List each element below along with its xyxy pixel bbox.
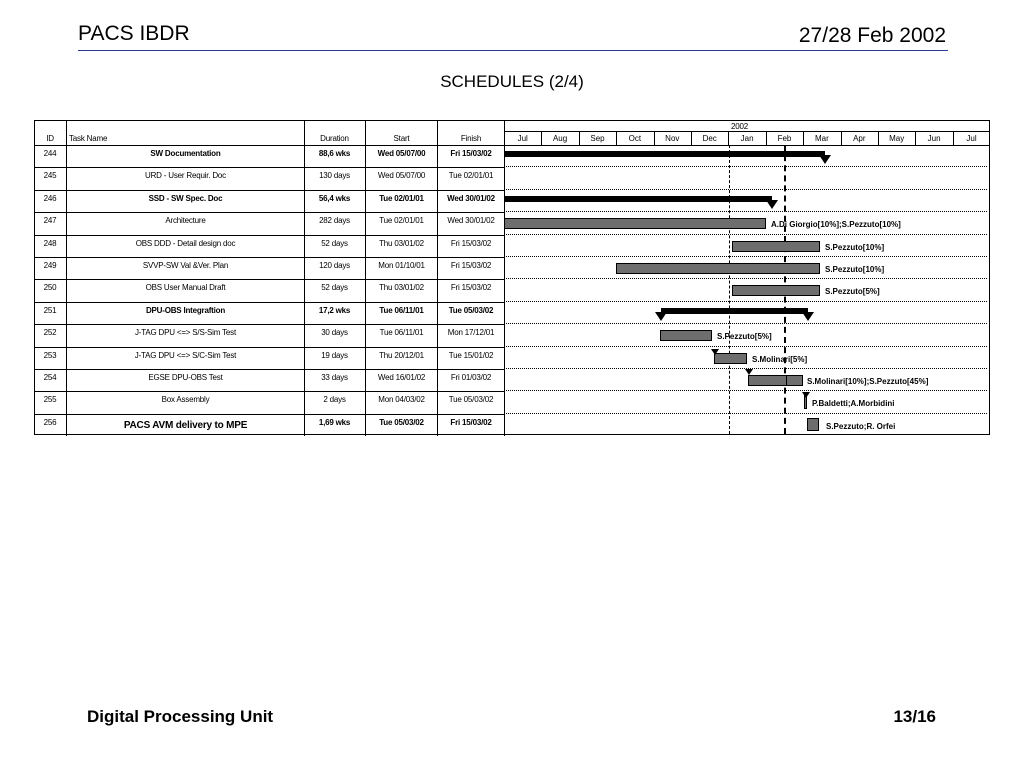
- task-bar: [504, 218, 766, 229]
- task-bar: [660, 330, 712, 341]
- header-bottom-line: [35, 145, 989, 146]
- task-bar: [732, 241, 820, 252]
- gantt-chart: [34, 120, 990, 435]
- footer-title: Digital Processing Unit: [87, 707, 274, 726]
- row-duration: 19 days: [321, 350, 348, 360]
- resource-label: P.Baldetti;A.Morbidini: [812, 399, 895, 409]
- row-start: Tue 02/01/01: [379, 216, 424, 226]
- row-start: Wed 16/01/02: [377, 373, 426, 382]
- column-header-duration: Duration: [320, 134, 349, 143]
- summary-end-marker: [766, 200, 778, 209]
- today-marker: [729, 145, 730, 434]
- month-label: Mar: [814, 134, 829, 143]
- row-finish: Tue 02/01/01: [448, 171, 494, 181]
- row-id: 252: [43, 328, 57, 338]
- row-dotted-guide: [504, 189, 987, 190]
- month-label: Nov: [665, 134, 680, 143]
- task-name: Box Assembly: [161, 395, 210, 405]
- task-name: URD - User Requir. Doc: [145, 171, 226, 181]
- row-start: Thu 20/12/01: [379, 350, 424, 360]
- row-finish: Wed 30/01/02: [447, 193, 495, 203]
- row-dotted-guide: [504, 413, 987, 414]
- row-duration: 120 days: [319, 261, 350, 270]
- row-finish: Fri 01/03/02: [450, 373, 492, 382]
- row-id: 251: [43, 305, 57, 315]
- resource-label: S.Molinari[5%]: [752, 354, 808, 364]
- column-header-id: ID: [46, 134, 54, 143]
- row-id: 246: [43, 193, 57, 203]
- resource-label: S.Molinari[10%];S.Pezzuto[45%]: [807, 377, 929, 386]
- row-id: 256: [43, 417, 57, 427]
- resource-label: S.Pezzuto;R. Orfei: [826, 421, 896, 431]
- row-start: Tue 02/01/01: [379, 193, 424, 203]
- row-divider: [35, 347, 504, 348]
- row-divider: [35, 190, 504, 191]
- row-dotted-guide: [504, 211, 987, 212]
- row-start: Mon 04/03/02: [378, 395, 425, 405]
- month-label: Jun: [927, 134, 941, 143]
- row-divider: [35, 414, 504, 415]
- row-id: 244: [43, 149, 57, 158]
- row-duration: 130 days: [319, 171, 350, 181]
- task-name: EGSE DPU-OBS Test: [148, 373, 223, 382]
- row-start: Tue 05/03/02: [379, 417, 424, 427]
- task-name: PACS AVM delivery to MPE: [123, 419, 248, 431]
- row-divider: [35, 235, 504, 236]
- dependency-arrow: [802, 392, 810, 398]
- row-dotted-guide: [504, 234, 987, 235]
- resource-label: S.Pezzuto[10%]: [825, 265, 885, 274]
- row-start: Tue 06/11/01: [379, 305, 424, 315]
- row-dotted-guide: [504, 301, 987, 302]
- summary-end-marker: [802, 312, 814, 321]
- month-label: Dec: [702, 134, 717, 143]
- row-id: 255: [43, 395, 57, 405]
- row-id: 253: [43, 350, 57, 360]
- column-header-finish: Finish: [460, 134, 482, 143]
- gantt-year-label: 2002: [731, 122, 748, 131]
- row-finish: Tue 05/03/02: [448, 395, 494, 405]
- row-duration: 30 days: [321, 328, 348, 338]
- resource-label: S.Pezzuto[5%]: [717, 332, 772, 342]
- month-label: Apr: [853, 134, 866, 143]
- row-finish: Mon 17/12/01: [447, 328, 495, 338]
- row-dotted-guide: [504, 166, 987, 167]
- row-start: Thu 03/01/02: [379, 283, 424, 293]
- row-duration: 17,2 wks: [318, 305, 351, 315]
- row-start: Wed 05/07/00: [377, 149, 426, 158]
- resource-label: A.Di Giorgio[10%];S.Pezzuto[10%]: [771, 220, 901, 230]
- row-divider: [35, 167, 504, 168]
- row-divider: [35, 324, 504, 325]
- row-duration: 52 days: [321, 238, 348, 248]
- month-label: Feb: [777, 134, 792, 143]
- header-title: PACS IBDR: [78, 22, 190, 45]
- row-finish: Tue 15/01/02: [448, 350, 494, 360]
- row-finish: Fri 15/03/02: [450, 417, 492, 427]
- month-label: Sep: [590, 134, 605, 143]
- summary-bar: [504, 196, 772, 202]
- row-id: 254: [43, 373, 57, 382]
- row-duration: 33 days: [321, 373, 348, 382]
- task-name: SSD - SW Spec. Doc: [148, 193, 223, 203]
- header-date: 27/28 Feb 2002: [798, 24, 946, 47]
- month-label: Jan: [740, 134, 754, 143]
- row-start: Mon 01/10/01: [378, 261, 425, 270]
- column-header-start: Start: [393, 134, 410, 143]
- row-start: Tue 06/11/01: [379, 328, 424, 338]
- month-label: Jul: [517, 134, 528, 143]
- month-label: Oct: [628, 134, 642, 143]
- row-finish: Fri 15/03/02: [450, 238, 492, 248]
- month-label: May: [889, 134, 905, 143]
- summary-bar: [504, 151, 825, 157]
- resource-label: S.Pezzuto[5%]: [825, 287, 880, 297]
- header-divider: [78, 50, 948, 51]
- row-id: 250: [43, 283, 57, 293]
- row-duration: 1,69 wks: [318, 417, 351, 427]
- row-start: Wed 05/07/00: [377, 171, 426, 181]
- row-dotted-guide: [504, 278, 987, 279]
- row-finish: Wed 30/01/02: [447, 216, 495, 226]
- row-divider: [35, 279, 504, 280]
- row-start: Thu 03/01/02: [379, 238, 424, 248]
- page-number: 13/16: [893, 707, 936, 726]
- task-name: J-TAG DPU <=> S/S-Sim Test: [135, 328, 236, 338]
- task-name: J-TAG DPU <=> S/C-Sim Test: [134, 350, 237, 360]
- month-label: Aug: [552, 134, 568, 143]
- dependency-arrow: [711, 349, 719, 355]
- row-duration: 88,6 wks: [318, 149, 351, 158]
- column-header-task-name: Task Name: [69, 134, 108, 143]
- task-name: Architecture: [165, 216, 206, 226]
- row-dotted-guide: [504, 256, 987, 257]
- row-dotted-guide: [504, 346, 987, 347]
- row-finish: Fri 15/03/02: [450, 149, 492, 158]
- row-id: 248: [43, 238, 57, 248]
- row-finish: Fri 15/03/02: [450, 261, 492, 270]
- row-duration: 2 days: [323, 395, 346, 405]
- row-divider: [35, 257, 504, 258]
- row-dotted-guide: [504, 323, 987, 324]
- task-name: OBS DDD - Detail design doc: [135, 238, 236, 248]
- row-finish: Fri 15/03/02: [450, 283, 492, 293]
- row-divider: [35, 369, 504, 370]
- resource-label: S.Pezzuto[10%]: [825, 242, 885, 252]
- row-duration: 56,4 wks: [318, 193, 351, 203]
- row-duration: 282 days: [319, 216, 350, 226]
- task-name: SVVP-SW Val &Ver. Plan: [142, 261, 229, 270]
- task-name: OBS User Manual Draft: [145, 283, 226, 293]
- month-label: Jul: [966, 134, 977, 143]
- row-duration: 52 days: [321, 283, 348, 293]
- dependency-arrow: [745, 369, 753, 375]
- task-bar: [807, 418, 819, 431]
- row-finish: Tue 05/03/02: [448, 305, 494, 315]
- task-bar: [732, 285, 820, 296]
- summary-end-marker: [819, 155, 831, 164]
- row-divider: [35, 302, 504, 303]
- task-name: SW Documentation: [150, 149, 221, 158]
- task-bar: [616, 263, 820, 274]
- summary-bar: [661, 308, 808, 314]
- row-id: 249: [43, 261, 57, 270]
- row-dotted-guide: [504, 390, 987, 391]
- row-divider: [35, 212, 504, 213]
- row-id: 245: [43, 171, 57, 181]
- summary-start-marker: [655, 312, 667, 321]
- task-bar-segment: [786, 375, 803, 386]
- task-name: DPU-OBS Integraftion: [145, 305, 226, 315]
- row-divider: [35, 391, 504, 392]
- row-id: 247: [43, 216, 57, 226]
- slide-title: SCHEDULES (2/4): [440, 72, 584, 91]
